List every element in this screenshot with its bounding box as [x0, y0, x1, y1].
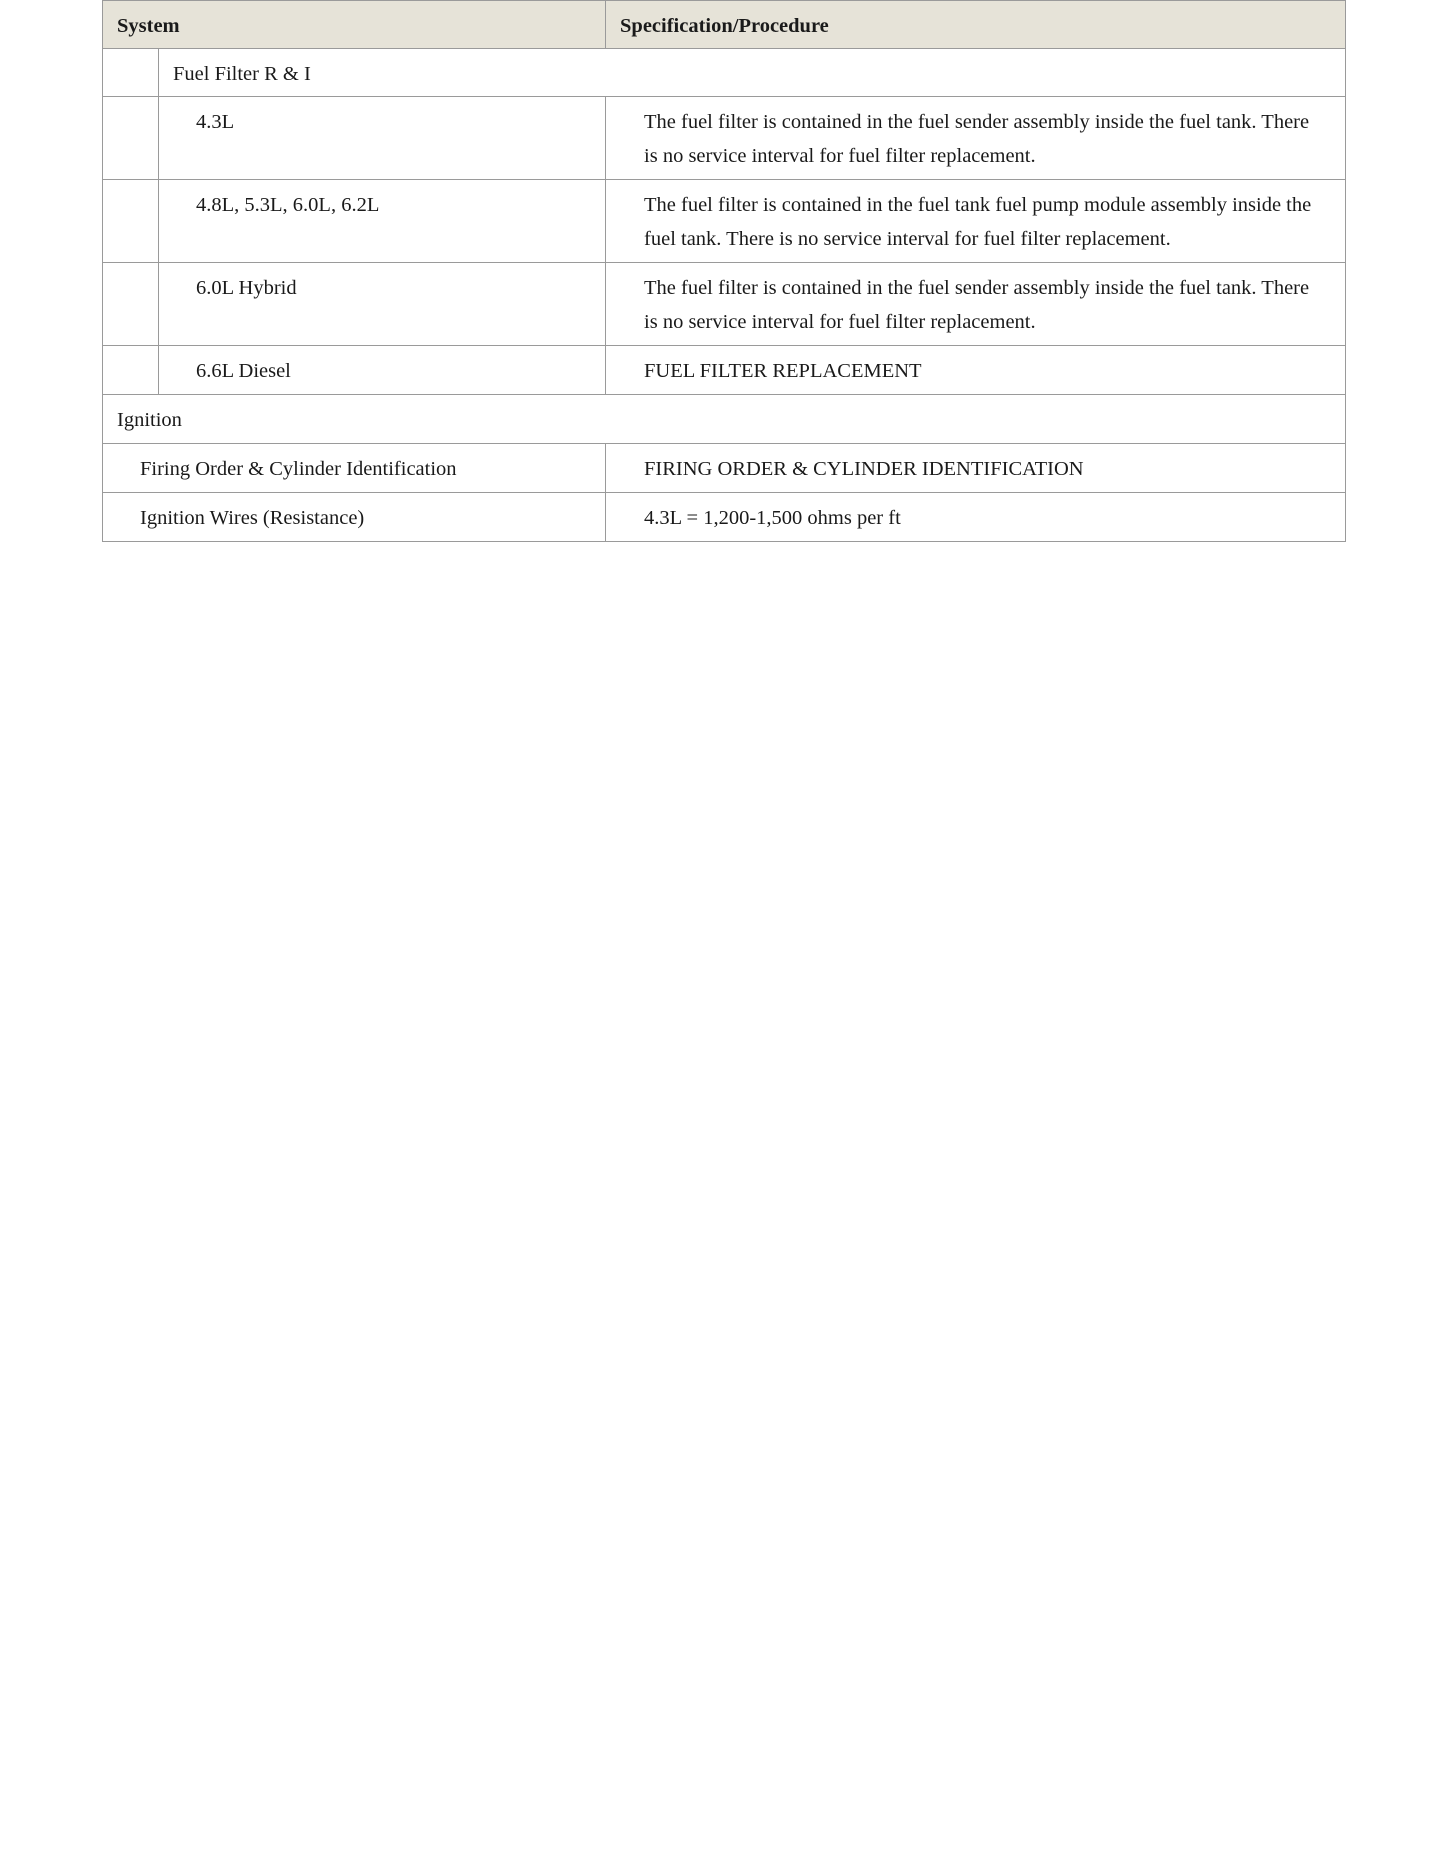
- spec-table: [102, 0, 1346, 542]
- engine-cell: 6.0L Hybrid: [159, 263, 606, 346]
- table-row: [103, 97, 1346, 180]
- header-system: System: [103, 1, 606, 49]
- header-spec: Specification/Procedure: [606, 1, 1346, 49]
- fuel-filter-group-row: [103, 49, 1346, 97]
- engine-cell: 6.6L Diesel: [159, 346, 606, 395]
- spec-cell: 4.3L = 1,200-1,500 ohms per ft: [606, 493, 1346, 542]
- table-row: [103, 444, 1346, 493]
- table-row: [103, 346, 1346, 395]
- indent-gutter: [103, 49, 159, 97]
- indent-gutter: [103, 263, 159, 346]
- table-row: [103, 263, 1346, 346]
- header-row: [103, 1, 1346, 49]
- spec-cell: The fuel filter is contained in the fuel tank fuel pump module assembly inside the fuel tank. There is no service interval for fuel filter replacement.: [606, 180, 1346, 263]
- spec-link-fuel-filter-replacement[interactable]: FUEL FILTER REPLACEMENT: [606, 346, 1346, 395]
- indent-gutter: [103, 97, 159, 180]
- table-row: [103, 493, 1346, 542]
- system-cell: Ignition Wires (Resistance): [103, 493, 606, 542]
- spec-cell: The fuel filter is contained in the fuel sender assembly inside the fuel tank. There is no service interval for fuel filter replacement.: [606, 97, 1346, 180]
- table-row: [103, 180, 1346, 263]
- engine-cell: 4.8L, 5.3L, 6.0L, 6.2L: [159, 180, 606, 263]
- ignition-group-row: [103, 395, 1346, 444]
- ignition-label: Ignition: [103, 395, 1346, 444]
- spec-cell: The fuel filter is contained in the fuel sender assembly inside the fuel tank. There is no service interval for fuel filter replacement.: [606, 263, 1346, 346]
- spec-link-firing-order[interactable]: FIRING ORDER & CYLINDER IDENTIFICATION: [606, 444, 1346, 493]
- engine-cell: 4.3L: [159, 97, 606, 180]
- indent-gutter: [103, 180, 159, 263]
- indent-gutter: [103, 346, 159, 395]
- system-cell: Firing Order & Cylinder Identification: [103, 444, 606, 493]
- fuel-filter-label: Fuel Filter R & I: [159, 49, 1346, 97]
